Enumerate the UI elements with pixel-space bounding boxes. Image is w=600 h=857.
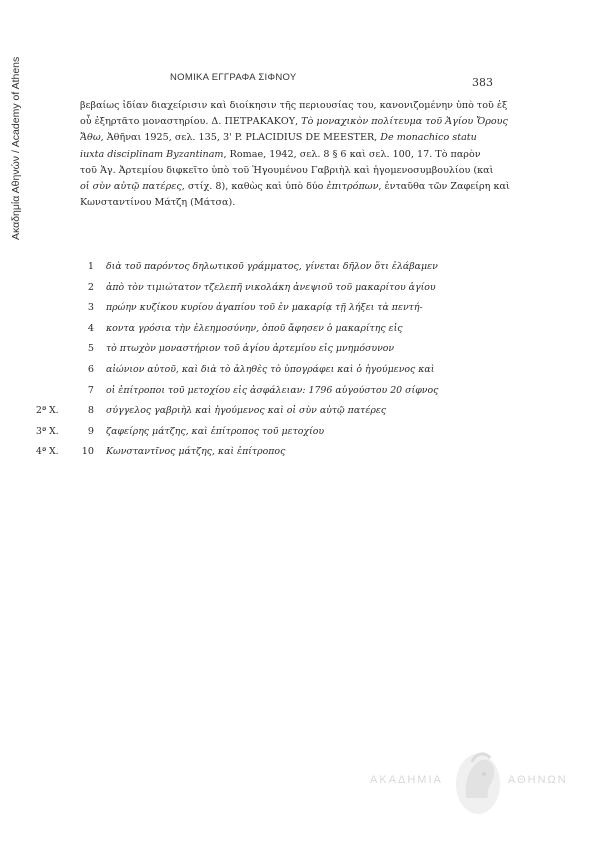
line-number: 3 — [87, 302, 94, 314]
intro-line: Κωνσταντίνου Μάτζη (Μάτσα). — [80, 197, 236, 209]
document-transcription — [0, 261, 600, 467]
line-number: 8 — [87, 405, 94, 417]
verse-line — [0, 343, 600, 364]
verse-text: κοντα γρόσια τὴν ἐλεημοσύνην, ὁποῦ ἄφησεν ὁ μακαρίτης εἰς — [106, 322, 403, 334]
line-number: 6 — [87, 363, 94, 375]
line-number: 4 — [87, 322, 94, 334]
verse-text: διὰ τοῦ παρόντος δηλωτικοῦ γράμματος, γίνεται δῆλον ὅτι ἐλάβαμεν — [106, 261, 438, 272]
intro-line: τοῦ Ἁγ. Ἀρτεμίου διφκεῖτο ὑπὸ τοῦ Ἡγουμένου Γαβριὴλ καὶ ἡγομενοσυμβουλίου (καὶ — [80, 164, 494, 176]
verse-line — [0, 364, 600, 385]
verse-line — [0, 302, 600, 323]
verse-line — [0, 446, 600, 467]
intro-line: iuxta disciplinam Byzantinam, Romae, 1942, σελ. 8 § 6 καὶ σελ. 100, 17. Τὸ παρὸν — [80, 148, 481, 160]
intro-paragraph — [80, 98, 518, 211]
verse-text: Κωνσταντῖνος μάτζης, καὶ ἐπίτροπος — [106, 446, 286, 458]
line-number: 1 — [87, 261, 94, 272]
verse-text: αἰώνιον αὐτοῦ, καὶ διὰ τὸ ἀληθὲς τὸ ὑπογράφει καὶ ὁ ἡγούμενος καὶ — [106, 363, 435, 375]
intro-line: οὗ ἐξηρτᾶτο μοναστηρίου. Δ. ΠΕΤΡΑΚΑΚΟΥ, Τὸ μοναχικὸν πολίτευμα τοῦ Ἁγίου Ὄρους — [80, 116, 508, 128]
verse-line — [0, 282, 600, 303]
verse-line — [0, 385, 600, 406]
page-number: 383 — [472, 76, 493, 89]
line-number: 10 — [81, 446, 94, 458]
watermark-text-left: ΑΚΑΔΗΜΙΑ — [370, 774, 443, 786]
line-number: 7 — [87, 384, 94, 396]
verse-text: σύγγελος γαβριὴλ καὶ ἡγούμενος καὶ οἱ σὺν αὐτῷ πατέρες — [106, 405, 387, 417]
verse-text: τὸ πτωχὸν μοναστήριον τοῦ ἁγίου ἀρτεμίου εἰς μνημόσυνον — [106, 343, 395, 355]
intro-line: βεβαίως ἰδίαν διαχείρισιν καὶ διοίκησιν τῆς περιουσίας του, κανονιζομένην ὑπὸ τοῦ ἐξ — [80, 100, 508, 111]
verse-text: ἀπὸ τὸν τιμιώτατον τζελεπῆ νικολάκη ἀνεψιοῦ τοῦ μακαρίτου ἁγίου — [106, 281, 436, 293]
line-number: 9 — [87, 425, 94, 437]
verse-text: πρώην κυζίκου κυρίου ἀγαπίου τοῦ ἐν μακαρίᾳ τῇ λήξει τὰ πεντή- — [106, 302, 423, 314]
verse-line — [0, 405, 600, 426]
intro-line: οἱ σὺν αὐτῷ πατέρες, στίχ. 8), καθὼς καὶ ὑπὸ δύο ἐπιτρόπων, ἐνταῦθα τῶν Ζαφείρη καὶ — [80, 181, 510, 193]
verse-text: οἱ ἐπίτροποι τοῦ μετοχίου εἰς ἀσφάλειαν: 1796 αὐγούστου 20 σίφνος — [106, 384, 439, 396]
athena-emblem-icon — [452, 748, 504, 816]
watermark-text-right: ΑΘΗΝΩΝ — [508, 774, 568, 786]
verse-line — [0, 261, 600, 282]
hand-marker: 2ª X. — [36, 405, 59, 417]
academy-watermark — [360, 748, 580, 818]
line-number: 2 — [87, 281, 94, 293]
verse-line — [0, 323, 600, 344]
line-number: 5 — [87, 343, 94, 355]
verse-text: ζαφείρης μάτζης, καὶ ἐπίτροπος τοῦ μετοχίου — [106, 425, 325, 437]
running-title: ΝΟΜΙΚΑ ΕΓΓΡΑΦΑ ΣΙΦΝΟΥ — [170, 72, 297, 83]
archive-side-label: Ακαδημία Αθηνών / Academy of Athens — [10, 56, 22, 240]
hand-marker: 3ª X. — [36, 425, 59, 437]
hand-marker: 4ª X. — [36, 446, 59, 458]
verse-line — [0, 426, 600, 447]
intro-line: Ἄθω, Ἀθῆναι 1925, σελ. 135, 3' P. PLACIDIUS DE MEESTER, De monachico statu — [80, 132, 477, 144]
